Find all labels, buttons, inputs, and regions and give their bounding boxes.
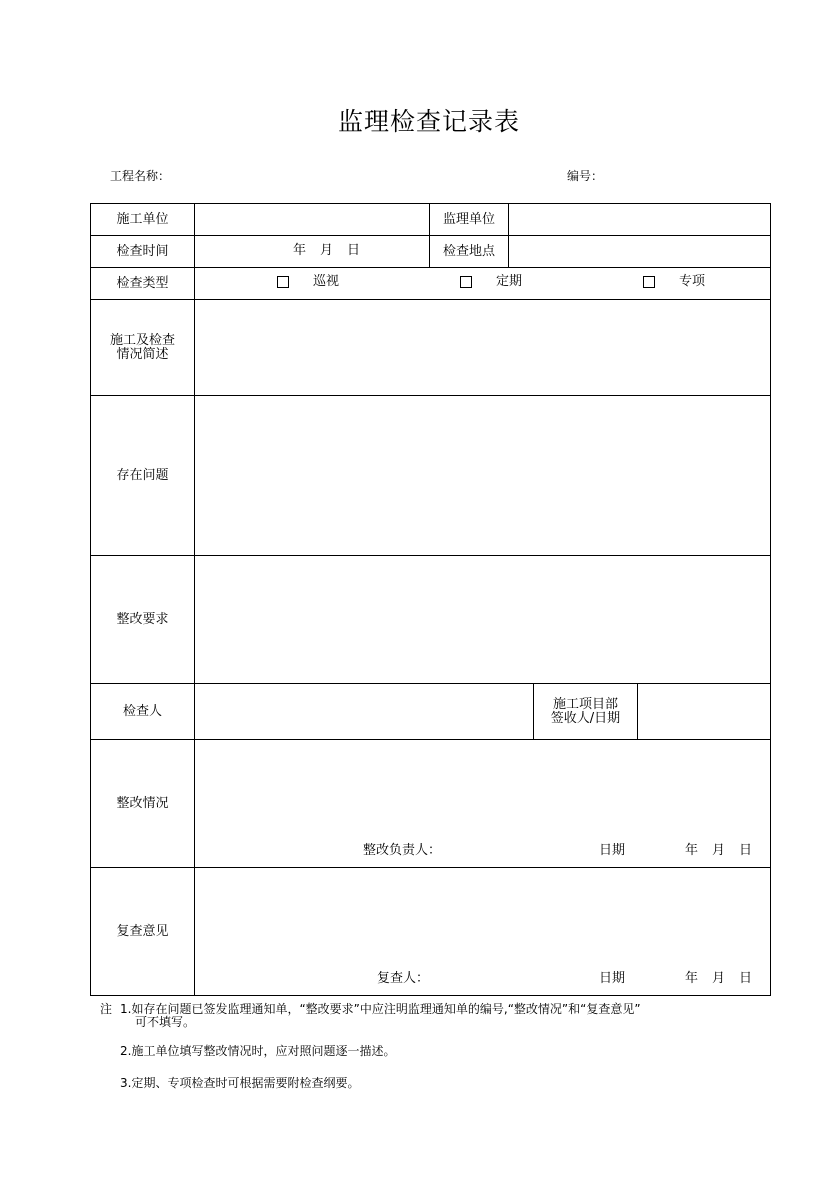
situation-value[interactable] — [195, 300, 771, 396]
check-time-value[interactable] — [195, 236, 430, 268]
special-label: 专项 — [679, 274, 706, 289]
project-name-label: 工程名称： — [110, 169, 171, 183]
check-type-label: 检查类型 — [91, 268, 195, 300]
receiver-label — [534, 684, 638, 740]
receiver-value[interactable] — [638, 684, 771, 740]
rectification-date-month: 月 — [712, 843, 726, 858]
rectification-date-day: 日 — [739, 843, 753, 858]
review-value[interactable] — [195, 868, 771, 996]
supervision-unit-label: 监理单位 — [430, 204, 509, 236]
review-date-year: 年 — [685, 971, 699, 986]
construction-unit-value[interactable] — [195, 204, 430, 236]
review-date-month: 月 — [712, 971, 726, 986]
note-3: 3.定期、专项检查时可根据需要附检查纲要。 — [120, 1076, 360, 1090]
table-row — [91, 740, 771, 868]
requirements-label: 整改要求 — [91, 556, 195, 684]
table-row — [91, 204, 771, 236]
date-month: 月 — [320, 243, 334, 258]
inspection-table — [90, 203, 771, 996]
situation-label-line1: 施工及检查 — [109, 332, 175, 348]
inspector-label: 检查人 — [91, 684, 195, 740]
check-time-label: 检查时间 — [91, 236, 195, 268]
table-row — [91, 396, 771, 556]
rectification-date-year: 年 — [685, 843, 699, 858]
notes-prefix: 注 — [100, 1002, 113, 1016]
check-location-value[interactable] — [509, 236, 771, 268]
review-label: 复查意见 — [91, 868, 195, 996]
note-1-line2: 可不填写。 — [135, 1015, 196, 1029]
rectification-label: 整改情况 — [91, 740, 195, 868]
construction-unit-label: 施工单位 — [91, 204, 195, 236]
table-row — [91, 300, 771, 396]
page-title: 监理检查记录表 — [337, 107, 520, 136]
inspection-form — [90, 203, 770, 996]
periodic-label: 定期 — [496, 274, 523, 289]
patrol-checkbox[interactable] — [277, 276, 289, 288]
rectification-date-label: 日期 — [599, 843, 626, 858]
receiver-label-line2: 签收人/日期 — [550, 710, 621, 726]
table-row — [91, 268, 771, 300]
requirements-value[interactable] — [195, 556, 771, 684]
problems-value[interactable] — [195, 396, 771, 556]
rectification-value[interactable] — [195, 740, 771, 868]
rectification-responsible-label: 整改负责人： — [363, 843, 442, 858]
check-type-options — [195, 268, 771, 300]
situation-label — [91, 300, 195, 396]
patrol-label: 巡视 — [313, 274, 340, 289]
reviewer-label: 复查人： — [377, 971, 430, 986]
table-row — [91, 556, 771, 684]
table-row — [91, 868, 771, 996]
date-day: 日 — [347, 243, 361, 258]
receiver-label-line1: 施工项目部 — [552, 696, 618, 712]
number-label: 编号： — [567, 169, 604, 183]
supervision-unit-value[interactable] — [509, 204, 771, 236]
check-location-label: 检查地点 — [430, 236, 509, 268]
table-row — [91, 684, 771, 740]
note-1-line1: 1.如存在问题已签发监理通知单，“整改要求”中应注明监理通知单的编号,“整改情况”和“复查意见” — [120, 1002, 641, 1016]
special-checkbox[interactable] — [643, 276, 655, 288]
periodic-checkbox[interactable] — [460, 276, 472, 288]
note-2: 2.施工单位填写整改情况时，应对照问题逐一描述。 — [120, 1044, 396, 1058]
inspector-value[interactable] — [195, 684, 534, 740]
problems-label: 存在问题 — [91, 396, 195, 556]
date-year: 年 — [293, 243, 307, 258]
review-date-label: 日期 — [599, 971, 626, 986]
table-row — [91, 236, 771, 268]
review-date-day: 日 — [739, 971, 753, 986]
situation-label-line2: 情况简述 — [116, 346, 169, 362]
